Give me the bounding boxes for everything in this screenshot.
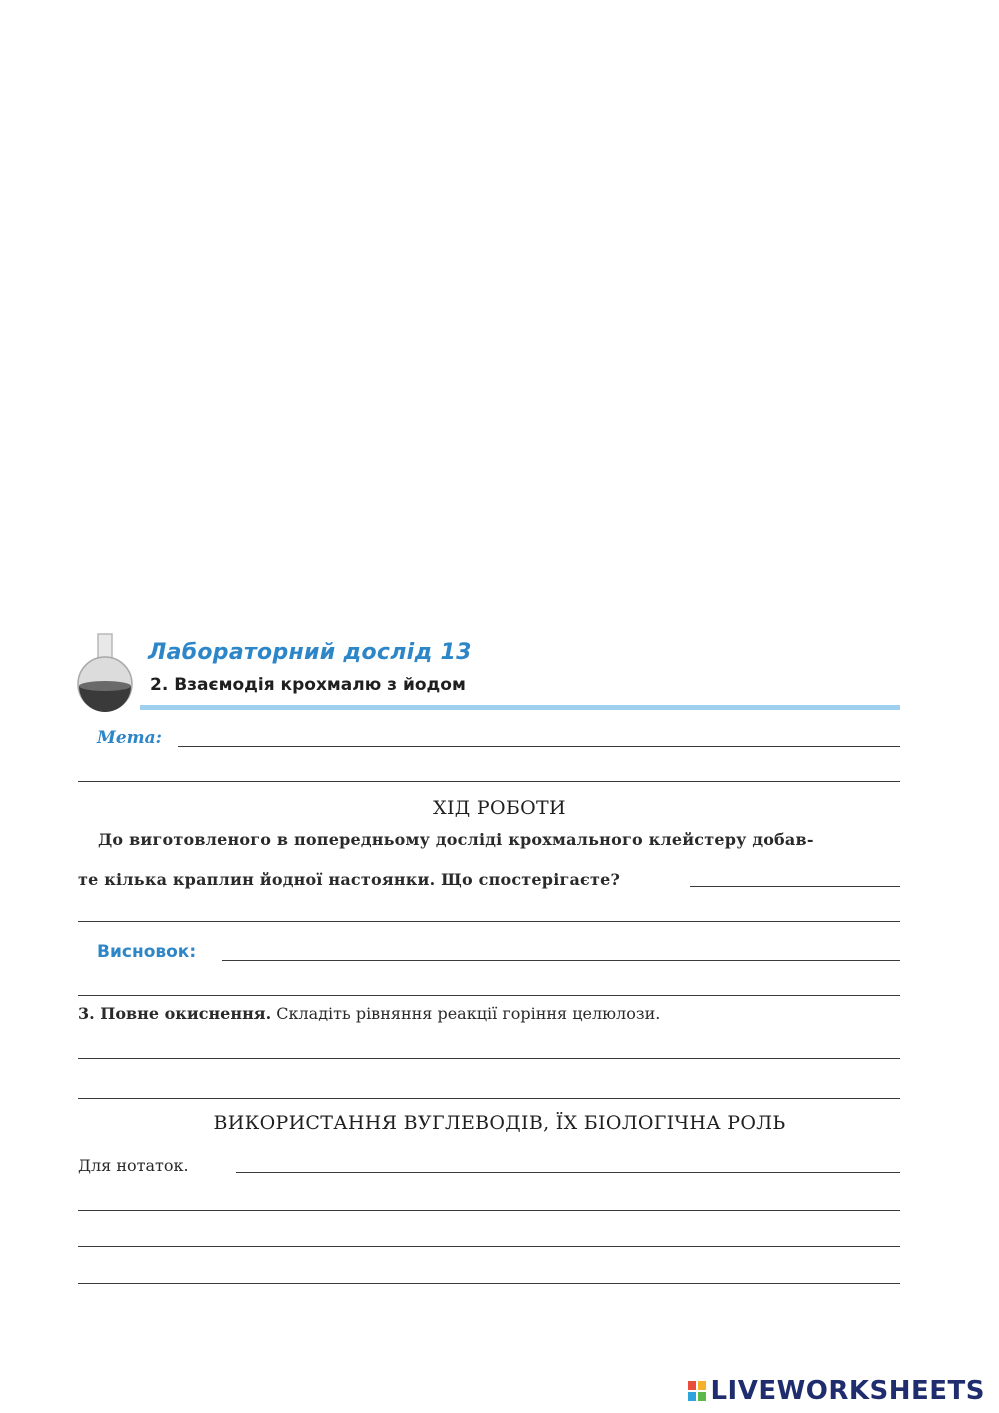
liveworksheets-logo-icon (688, 1381, 706, 1401)
goal-answer-line-1[interactable] (178, 746, 900, 747)
goal-answer-line-2[interactable] (78, 781, 900, 782)
task3-title: 3. Повне окиснення. (78, 1004, 272, 1023)
procedure-heading: ХІД РОБОТИ (433, 797, 566, 819)
notes-line-2[interactable] (78, 1210, 900, 1211)
procedure-text-line1: До виготовленого в попередньому досліді крохмального клейстеру добав- (98, 830, 814, 849)
conclusion-label: Висновок: (97, 942, 197, 962)
liveworksheets-logo (688, 1376, 985, 1406)
liveworksheets-logo-text: LIVEWORKSHEETS (710, 1376, 985, 1406)
lab-title: Лабораторний дослід 13 (148, 640, 472, 665)
notes-line-1[interactable] (236, 1172, 900, 1173)
section-heading: ВИКОРИСТАННЯ ВУГЛЕВОДІВ, ЇХ БІОЛОГІЧНА РОЛЬ (213, 1112, 786, 1134)
task3-prompt (78, 1004, 660, 1023)
conclusion-answer-line-1[interactable] (222, 960, 900, 961)
flask-icon (72, 632, 140, 712)
notes-line-4[interactable] (78, 1283, 900, 1284)
notes-label: Для нотаток. (78, 1156, 189, 1175)
equation-answer-line-2[interactable] (78, 1098, 900, 1099)
goal-label: Мета: (97, 728, 162, 748)
notes-line-3[interactable] (78, 1246, 900, 1247)
conclusion-answer-line-2[interactable] (78, 995, 900, 996)
task3-text: Складіть рівняння реакції горіння целюлози. (271, 1004, 661, 1023)
procedure-text-line2: те кілька краплин йодної настоянки. Що спостерігаєте? (78, 870, 621, 889)
title-underline (140, 705, 900, 710)
equation-answer-line-1[interactable] (78, 1058, 900, 1059)
observation-answer-line-2[interactable] (78, 921, 900, 922)
observation-answer-line-1[interactable] (690, 886, 900, 887)
lab-subtitle: 2. Взаємодія крохмалю з йодом (150, 675, 466, 695)
